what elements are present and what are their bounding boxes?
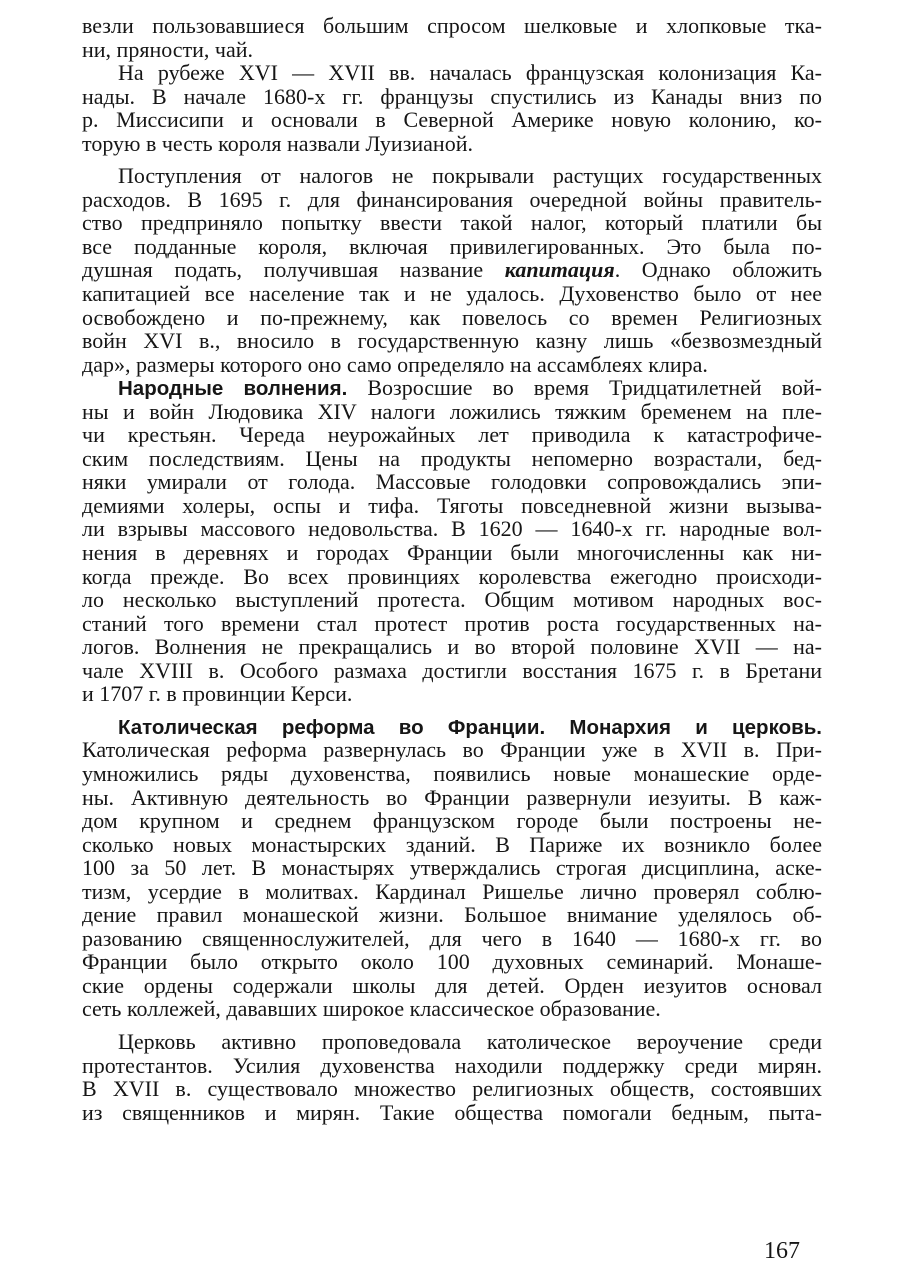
text-line: демиями холеры, оспы и тифа. Тяготы повседневной жизни вызыва- [82,492,822,518]
text-line: везли пользовавшиеся большим спросом шелковые и хлопковые тка- [82,13,822,38]
text-line: сколько новых монастырских зданий. В Париже их возникло более [82,831,822,857]
text-line: протестантов. Усилия духовенства находили поддержку среди мирян. [82,1052,822,1078]
text-line: няки умирали от голода. Массовые голодовки сопровождались эпи- [82,469,822,495]
paragraph [82,164,822,376]
text-line: и 1707 г. в провинции Керси. [82,681,353,707]
text-line: чале XVIII в. Особого размаха достигли восстания 1675 г. в Бретани [82,657,822,683]
text-line: ны и войн Людовика XIV налоги ложились тяжким бременем на пле- [82,398,822,424]
paragraph [82,14,822,61]
section-catholic-reform [82,715,822,1021]
text-line: ны. Активную деятельность во Франции развернули иезуиты. В каж- [82,784,822,810]
text-line: капитацией все население так и не удалось. Духовенство было от нее [82,281,822,307]
text-line: торую в честь короля назвали Луизианой. [82,130,473,156]
section-popular-unrest [82,376,822,706]
text-line: все подданные короля, включая привилегированных. Это была по- [82,233,822,259]
text-line: В XVII в. существовало множество религиозных обществ, состоявших [82,1076,822,1102]
text-line: расходов. В 1695 г. для финансирования очередной войны правитель- [82,186,822,212]
paragraph [82,61,822,155]
text-line: р. Миссисипи и основали в Северной Америке новую колонию, ко- [82,107,822,133]
text-line: Католическая реформа развернулась во Франции уже в XVII в. При- [82,737,822,763]
text-line [82,258,822,282]
text-line: ские ордены содержали школы для детей. Орден иезуитов основал [82,972,822,998]
text-line: ство предприняло попытку ввести такой налог, который платили бы [82,210,822,236]
text-line: разованию священнослужителей, для чего в 1640 — 1680-х гг. во [82,925,822,951]
text-line: умножились ряды духовенства, появились новые монашеские орде- [82,760,822,786]
text-line: сеть коллежей, дававших широкое классическое образование. [82,996,661,1022]
section-heading: Народные волнения. [118,377,348,401]
text-fragment: душная подать, получившая название [82,257,505,283]
text-line [82,715,822,739]
text-line: На рубеже XVI — XVII вв. началась французская колонизация Ка- [118,60,822,86]
text-line: тизм, усердие в молитвах. Кардинал Ришелье лично проверял соблю- [82,878,822,904]
text-line: войн XVI в., вносило в государственную казну лишь «безвозмездный [82,328,822,354]
text-line: станий того времени стал протест против роста государственных на- [82,610,822,636]
section-heading: Католическая реформа во Франции. Монархия и церковь. [118,715,822,739]
text-line: Франции было открыто около 100 духовных семинарий. Монаше- [82,949,822,975]
text-line: ни, пряности, чай. [82,36,254,62]
text-line: освобождено и по-прежнему, как повелось со времен Религиозных [82,304,822,330]
text-line [82,376,822,400]
text-line: дом крупном и среднем французском городе были построены не- [82,808,822,834]
text-line: нады. В начале 1680-х гг. французы спустились из Канады вниз по [82,83,822,109]
text-line: когда прежде. Во всех провинциях королевства ежегодно происходи- [82,563,822,589]
text-line: 100 за 50 лет. В монастырях утверждались строгая дисциплина, аске- [82,855,822,881]
paragraph [82,1030,822,1124]
text-fragment: . Однако обложить [614,257,822,283]
text-line: ли взрывы массового недовольства. В 1620 — 1640-х гг. народные вол- [82,516,822,542]
text-line: нения в деревнях и городах Франции были многочисленны как ни- [82,540,822,566]
text-line: Церковь активно проповедовала католическое вероучение среди [118,1028,822,1054]
term-capitation: капитация [504,257,615,283]
text-line: чи крестьян. Череда неурожайных лет приводила к катастрофиче- [82,422,822,448]
text-line: Поступления от налогов не покрывали растущих государственных [118,163,822,189]
text-line: дение правил монашеской жизни. Большое внимание уделялось об- [82,902,822,928]
text-line: ло несколько выступлений протеста. Общим мотивом народных вос- [82,587,822,613]
text-line: из священников и мирян. Такие общества помогали бедным, пыта- [82,1099,822,1125]
text-line: логов. Волнения не прекращались и во второй половине XVII — на- [82,634,822,660]
page-number: 167 [764,1238,800,1264]
text-fragment: Возросшие во время Тридцатилетней вой- [347,375,822,401]
page-text [82,14,822,1124]
text-line: дар», размеры которого оно само определяло на ассамблеях клира. [82,351,708,377]
text-line: ским последствиям. Цены на продукты непомерно возрастали, бед- [82,445,822,471]
